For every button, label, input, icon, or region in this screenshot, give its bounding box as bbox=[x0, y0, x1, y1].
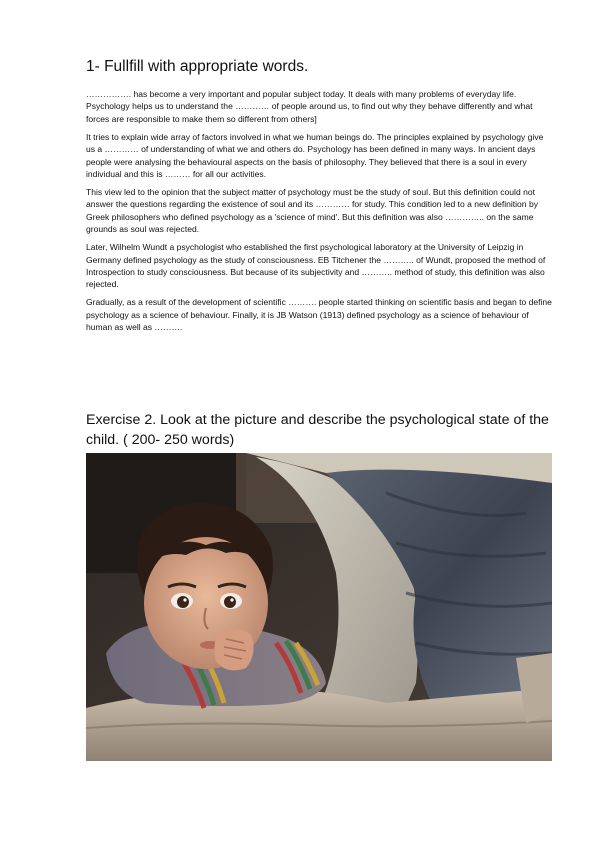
paragraph-1: ……………. has become a very important and popular subject today. It deals with many problems of everyday life. Psychology helps us to understand the ………… of people around us, to find out why they behave differently and what forces are responsible to make them so different from others] bbox=[86, 89, 533, 124]
exercise2-heading: Exercise 2. Look at the picture and describe the psychological state of the child. ( 200- 250 words) bbox=[86, 412, 549, 448]
paragraph-3: This view led to the opinion that the subject matter of psychology must be the study of soul. But this definition could not answer the questions regarding the existence of soul and its ………… for study. This condition led to a new definition by Greek philosophers who defined psychology as a 'science of mind'. But this definition was also ………….. on the same grounds as soul was rejected. bbox=[86, 187, 538, 235]
paragraph-5: Gradually, as a result of the development of scientific ………. people started thinking on scientific basis and began to define psychology as a science of behaviour. Finally, it is JB Watson (1913) defined psychology as a science of behaviour of human as well as ………. bbox=[86, 297, 552, 333]
exercise1-text bbox=[86, 88, 552, 339]
exercise1-heading: 1- Fullfill with appropriate words. bbox=[86, 58, 309, 75]
paragraph-4: Later, Wilhelm Wundt a psychologist who established the first psychological laboratory at the University of Leipzig in Germany defined psychology as the study of consciousness. EB Titchener the ……….. of Wundt, proposed the method of Introspection to study consciousness. But because of its subjectivity and ……….. method of study, this definition was also rejected. bbox=[86, 242, 546, 290]
paragraph-2: It tries to explain wide array of factors involved in what we human beings do. The principles explained by psychology give us a ………… of understanding of what we and others do. Psychology has been defined in many ways. In ancient days people were analysing the behavioural aspects on the basis of philosophy. They believed that there is a soul in every individual and this is ……… for all our activities. bbox=[86, 131, 544, 180]
child-photo bbox=[86, 453, 552, 761]
